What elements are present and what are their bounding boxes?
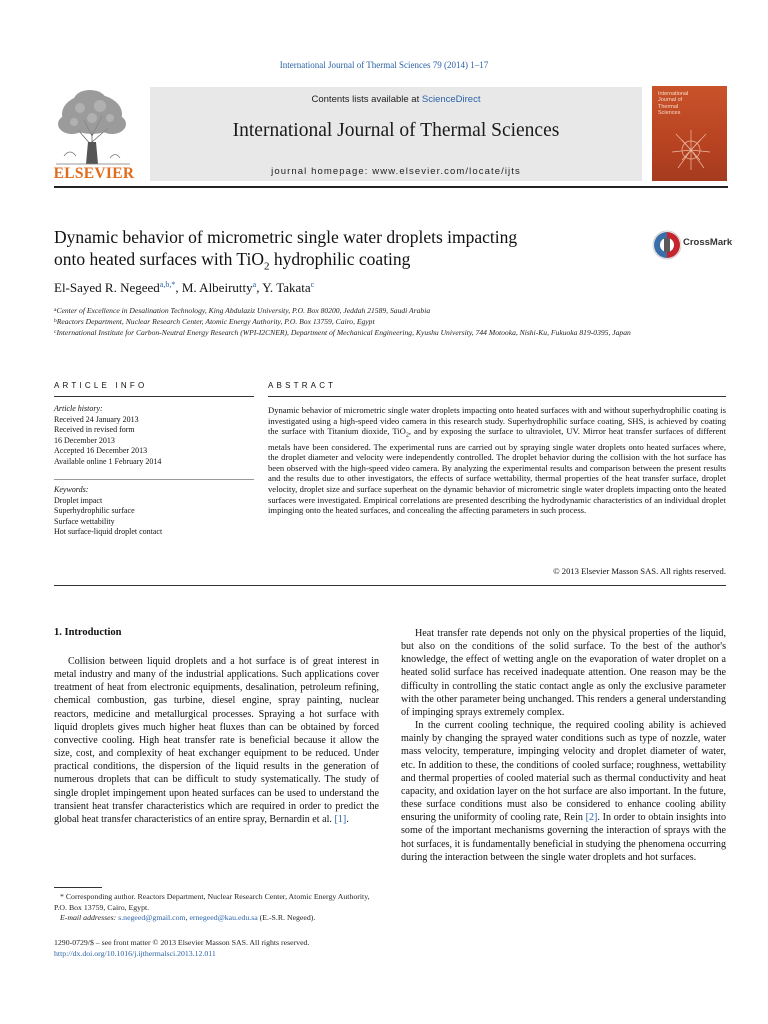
affiliation-text: Center of Excellence in Desalination Technology, King Abdulaziz University, P.O. Box 80200, Jeddah 21589, Saudi Arabia [56,306,431,315]
paragraph-text: In the current cooling technique, the required cooling ability is achieved mainly by changing the sprayed water conditions such as type of nozzle, water mass velocity, temperature, impinging velocity and droplet diameter of water, etc. In addition to these, the conditions of cooled surface; roughness, wettability and thermal properties of cooled material such as thermal conductivity and heat capacity, and oxidation layer on the hot surface are also important. In the future, these surface conditions must also be considered to enhance cooling ability ensuring the uniformity of cooling rate, Rein [401,720,726,824]
author-name: M. Albeirutty [181,280,253,295]
keyword: Droplet impact [54,495,103,505]
citation-link[interactable]: [1] [334,813,347,825]
article-history-heading: Article history: [54,404,103,413]
keywords [54,485,254,538]
abstract-heading: ABSTRACT [268,381,337,390]
email-separator: , [185,913,190,922]
cover-title-line: International [658,91,689,97]
author-separator: , [256,280,263,295]
abstract-top-rule [268,396,726,397]
affiliation-marker: c [54,329,57,335]
affiliation [54,327,634,339]
author-separator: , [175,280,182,295]
title-line-2 [54,248,614,278]
history-entry: Received in revised form [54,425,135,435]
title-line-2-end: hydrophilic coating [269,249,411,269]
footnote-rule [54,887,102,888]
cover-artwork [668,128,714,172]
affiliation-marker: b [54,318,57,324]
contents-line [150,94,642,105]
doi-link[interactable]: http://dx.doi.org/10.1016/j.ijthermalsci.2013.12.011 [54,949,216,958]
homepage-prefix: journal homepage: [271,166,373,177]
affiliation-marker: a [54,307,57,313]
issn-line: 1290-0729/$ – see front matter © 2013 Elsevier Masson SAS. All rights reserved. [54,938,310,947]
email-label: E-mail addresses: [60,913,117,922]
journal-reference[interactable]: International Journal of Thermal Sciences 79 (2014) 1–17 [279,60,489,70]
sciencedirect-link[interactable]: ScienceDirect [421,94,481,105]
homepage-link[interactable]: www.elsevier.com/locate/ijts [372,166,521,177]
cover-title-line: Sciences [658,109,681,116]
keywords-heading: Keywords: [54,485,89,494]
email-owner: (E.-S.R. Negeed). [257,913,316,922]
journal-cover-title [658,91,720,116]
crossmark-label[interactable]: CrossMark [683,237,733,248]
issn-block [54,937,379,959]
history-entry: Available online 1 February 2014 [54,456,162,466]
body-column-left [54,655,379,826]
title-subscript: 2 [263,260,270,273]
abstract-text-part: Dynamic behavior of micrometric single water droplets impacting onto heated surfaces with and without superhydrophilic coating is investigated using a high-speed video camera in this research study. Superhydrophilic surface coating, SHS, is achieved by coating the surface with Titanium dioxide, TiO [268,405,726,437]
abstract-text [268,405,726,516]
affiliation [54,316,654,328]
keyword: Superhydrophilic surface [54,506,135,516]
abstract-text-part: , and by exposing the surface to ultraviolet, UV. Mirror heat transfer surfaces of different metals have been considered. The experimental runs are carried out by spraying single water droplets onto heated surfaces where, the droplet diameter and velocity were independently controlled. The droplet behavior during the collision with the hot surface has been observed with the high-speed video camera. By analyzing the experimental results and comparison between the present results and the results due to other investigators, the effects of surface wettability, thermal properties of the heat transfer surface, droplet velocity, droplet size and surface superheat on the dynamic behavior of micrometric single water droplets impacting onto the heated surfaces were investigated. Empirical correlations are presented describing the hydrodynamic characteristics of an individual droplet impinging onto the heated surfaces, and concealing the affecting parameters in such process. [268,426,726,516]
contents-prefix: Contents lists available at [311,94,422,105]
paragraph-text: Collision between liquid droplets and a hot surface is of great interest in metal industry and many of the industrial applications. Such applications cover treatment of heat from electronic equipments, desalination, petroleum refining, chemical combustion, gas turbine, diesel engine, spray painting, nuclear reactors, medicine and metallurgical processes. Spraying a hot surface with liquid droplets gives much higher heat fluxes than can be obtained by forced convective cooling. High heat transfer rate is beneficial because it allow the size, cost, and complexity of heat exchanger equipment to be reduced. Under practical conditions, the dispersion of the liquid results in the generation of numerous droplets that can be difficult to study systematically. The study of single droplet impingement upon heated surfaces can be used to understand the transient heat transfer characteristics which are required in order to predict the global heat transfer characteristics of an entire spray, Bernardin et al. [54,656,379,825]
title-line-1: Dynamic behavior of micrometric single water droplets impacting [54,227,518,247]
body-paragraph: Heat transfer rate depends not only on the physical properties of the liquid, but also on the conditions of the solid surface. To the best of the author's knowledge, the effect of wetting angle on the evaporation of water droplet on a heated solid surface has received inadequate attention. One reason may be the difficulty in controlling the static contact angle as only the exclusive parameter with the other parameter being unchanged. This renders a general understanding of impinging sprays extremely complex. [401,628,726,718]
footnotes [54,892,379,924]
paragraph-text: . [346,813,349,825]
body-paragraph [401,719,726,864]
author-affiliation-marker[interactable]: c [310,280,315,289]
author-name: Y. Takata [262,280,311,295]
email-link[interactable]: s.negeed@gmail.com [118,913,186,922]
elsevier-logo-text: ELSEVIER [53,165,135,182]
journal-title: International Journal of Thermal Sciences [232,120,560,141]
introduction-heading: 1. Introduction [54,627,122,638]
paper-title [54,226,614,278]
abstract-copyright: © 2013 Elsevier Masson SAS. All rights reserved. [553,566,726,576]
affiliation-text: International Institute for Carbon-Neutral Energy Research (WPI-I2CNER), Department of Mechanical Engineering, Kyushu University, 744 Motooka, Nishi-Ku, Fukuoka 819-0395, Japan [56,328,631,337]
keyword: Hot surface-liquid droplet contact [54,527,163,537]
body-paragraph [54,655,379,826]
email-note [54,913,379,924]
author-affiliation-marker[interactable]: a,b,* [159,280,176,289]
article-info-heading: ARTICLE INFO [54,381,148,390]
affiliation-text: Reactors Department, Nuclear Research Center, Atomic Energy Authority, P.O. Box 13759, Cairo, Egypt [56,317,375,326]
article-info-rule [54,396,254,397]
history-entry: Received 24 January 2013 [54,414,139,424]
cover-title-line: Journal of [658,97,683,104]
author-affiliation-marker[interactable]: a [252,280,257,289]
affiliation [54,305,654,317]
cover-title-line: Thermal [658,103,679,110]
keyword: Surface wettability [54,516,115,526]
citation-link[interactable]: [2] [585,812,598,824]
paragraph-text: . In order to obtain insights into some of the important mechanisms governing the interaction of sprays with the hot surfaces, it is fundamentally beneficial in studying the phenomena occurring during the interaction between the single water droplets and hot surfaces. [401,812,726,863]
title-line-2-text: onto heated surfaces with TiO [54,249,264,269]
journal-homepage [150,166,642,177]
keywords-rule [54,479,254,480]
abstract-subscript: 2 [405,432,409,439]
header-rule [54,186,728,188]
author-name: El-Sayed R. Negeed [54,280,160,295]
history-entry: 16 December 2013 [54,435,115,445]
email-link[interactable]: ernegeed@kau.edu.sa [189,913,258,922]
history-entry: Accepted 16 December 2013 [54,446,148,456]
author-list [54,280,654,296]
body-column-right [401,627,726,864]
article-history [54,404,254,468]
corresponding-author-note: * Corresponding author. Reactors Department, Nuclear Research Center, Atomic Energy Authority, P.O. Box 13759, Cairo, Egypt. [54,892,370,912]
front-matter-rule [54,585,726,586]
